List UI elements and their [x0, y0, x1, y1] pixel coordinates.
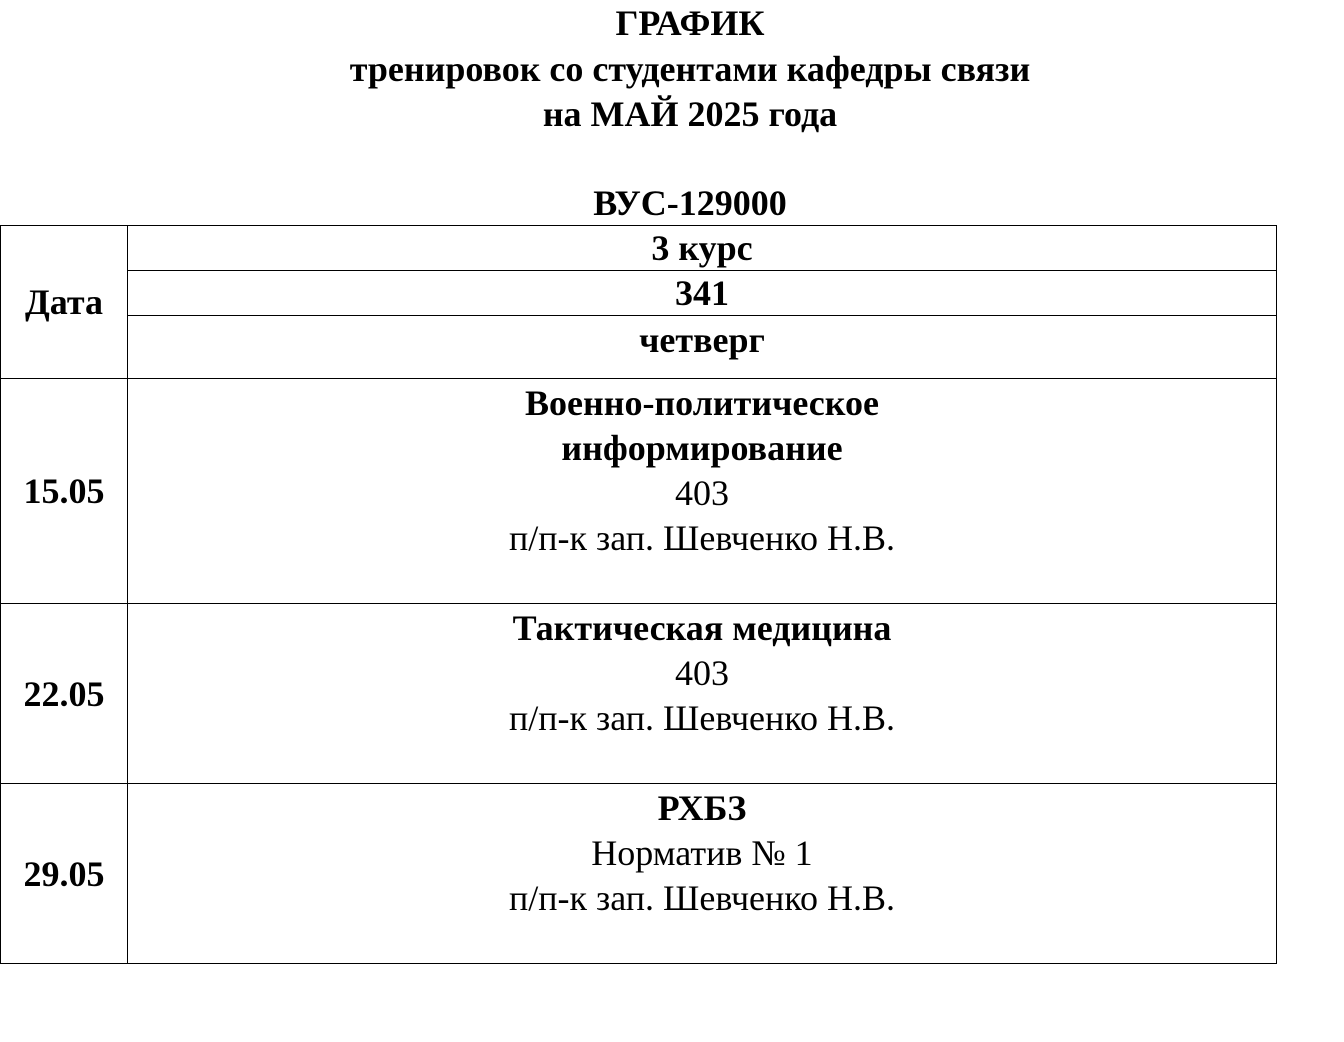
lesson-instructor: п/п-к зап. Шевченко Н.В.	[509, 878, 895, 918]
table-header-row	[1, 316, 1277, 379]
date-cell: 15.05	[1, 379, 128, 604]
lesson-note: Норматив № 1	[591, 833, 813, 873]
document-period: на МАЙ 2025 года	[542, 94, 838, 134]
vus-code: ВУС-129000	[593, 183, 787, 223]
lesson-title: информирование	[561, 428, 843, 468]
lesson-room: 403	[675, 473, 729, 513]
lesson-cell	[128, 604, 1277, 784]
lesson-cell	[128, 379, 1277, 604]
table-row	[1, 784, 1277, 964]
weekday-header: четверг	[128, 316, 1277, 379]
date-cell: 29.05	[1, 784, 128, 964]
lesson-room: 403	[675, 653, 729, 693]
lesson-cell	[128, 784, 1277, 964]
lesson-title: РХБЗ	[657, 788, 747, 828]
group-header: 341	[128, 271, 1277, 316]
date-column-header: Дата	[1, 226, 128, 379]
table-row	[1, 604, 1277, 784]
lesson-instructor: п/п-к зап. Шевченко Н.В.	[509, 698, 895, 738]
lesson-title: Тактическая медицина	[512, 608, 892, 648]
lesson-instructor: п/п-к зап. Шевченко Н.В.	[509, 518, 895, 558]
document-title: ГРАФИК	[615, 3, 765, 43]
table-header-row	[1, 271, 1277, 316]
date-cell: 22.05	[1, 604, 128, 784]
lesson-title: Военно-политическое	[524, 383, 880, 423]
schedule-table	[0, 225, 1277, 964]
table-header-row	[1, 226, 1277, 271]
course-header: 3 курс	[128, 226, 1277, 271]
table-row	[1, 379, 1277, 604]
document-subtitle: тренировок со студентами кафедры связи	[349, 49, 1031, 89]
